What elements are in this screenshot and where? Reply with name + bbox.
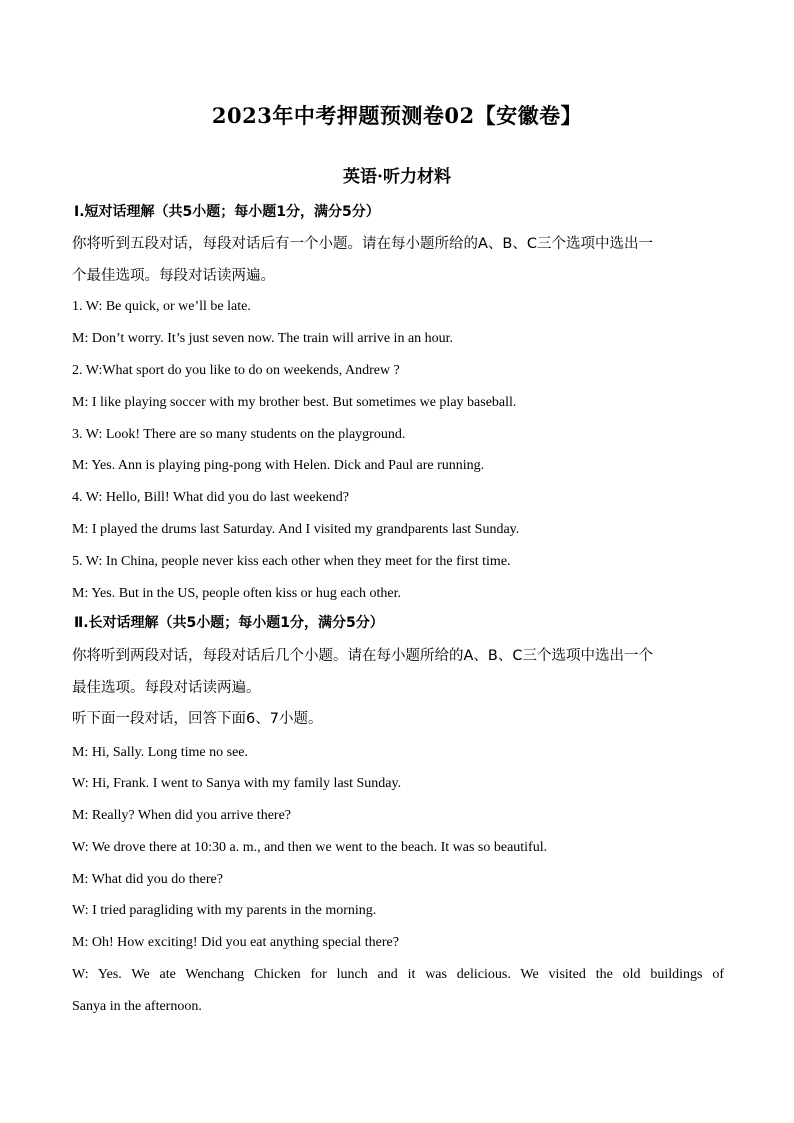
page-subtitle: 英语·听力材料 <box>343 167 451 187</box>
dialogue-line: 5. W: In China, people never kiss each other when they meet for the first time. <box>72 554 511 569</box>
page-title: 2023年中考押题预测卷02【安徽卷】 <box>211 103 583 128</box>
dialogue-line: M: Really? When did you arrive there? <box>72 808 291 823</box>
dialogue-line: M: Yes. Ann is playing ping-pong with Helen. Dick and Paul are running. <box>72 458 485 473</box>
section-2-heading: Ⅱ.长对话理解（共5小题；每小题1分，满分5分） <box>74 615 384 631</box>
dialogue-line: W: I tried paragliding with my parents in the morning. <box>72 903 377 918</box>
dialogue-line: 3. W: Look! There are so many students on the playground. <box>72 427 406 442</box>
dialogue-line: M: Don’t worry. It’s just seven now. The train will arrive in an hour. <box>72 331 454 346</box>
section-1-instructions: 你将听到五段对话，每段对话后有一个小题。请在每小题所给的A、B、C三个选项中选出一 <box>72 236 653 252</box>
dialogue-line: M: Yes. But in the US, people often kiss or hug each other. <box>72 586 401 601</box>
dialogue-line: M: I like playing soccer with my brother best. But sometimes we play baseball. <box>72 395 517 410</box>
dialogue-line: 2. W:What sport do you like to do on weekends, Andrew ? <box>72 363 400 378</box>
dialogue-line: M: Oh! How exciting! Did you eat anything special there? <box>72 935 399 950</box>
section-1-heading: Ⅰ.短对话理解（共5小题；每小题1分，满分5分） <box>74 204 380 220</box>
dialogue-line: 1. W: Be quick, or we’ll be late. <box>72 299 251 314</box>
dialogue-line: W: Yes. We ate Wenchang Chicken for lunch and it was delicious. We visited the old buildings of <box>72 967 724 982</box>
dialogue-line: M: Hi, Sally. Long time no see. <box>72 745 249 760</box>
section-2-instructions-cont: 最佳选项。每段对话读两遍。 <box>72 680 261 696</box>
dialogue-line: M: I played the drums last Saturday. And I visited my grandparents last Sunday. <box>72 522 520 537</box>
section-1-instructions-cont: 个最佳选项。每段对话读两遍。 <box>72 268 275 284</box>
dialogue-line: W: We drove there at 10:30 a. m., and then we went to the beach. It was so beautiful. <box>72 840 548 855</box>
dialogue-line: M: What did you do there? <box>72 872 223 887</box>
section-2-instructions: 你将听到两段对话，每段对话后几个小题。请在每小题所给的A、B、C三个选项中选出一个 <box>72 648 653 664</box>
dialogue-line: 4. W: Hello, Bill! What did you do last weekend? <box>72 490 349 505</box>
dialogue-line: W: Hi, Frank. I went to Sanya with my family last Sunday. <box>72 776 402 791</box>
section-2-sub-instruction: 听下面一段对话，回答下面6、7小题。 <box>72 711 323 727</box>
dialogue-line: Sanya in the afternoon. <box>72 999 202 1014</box>
